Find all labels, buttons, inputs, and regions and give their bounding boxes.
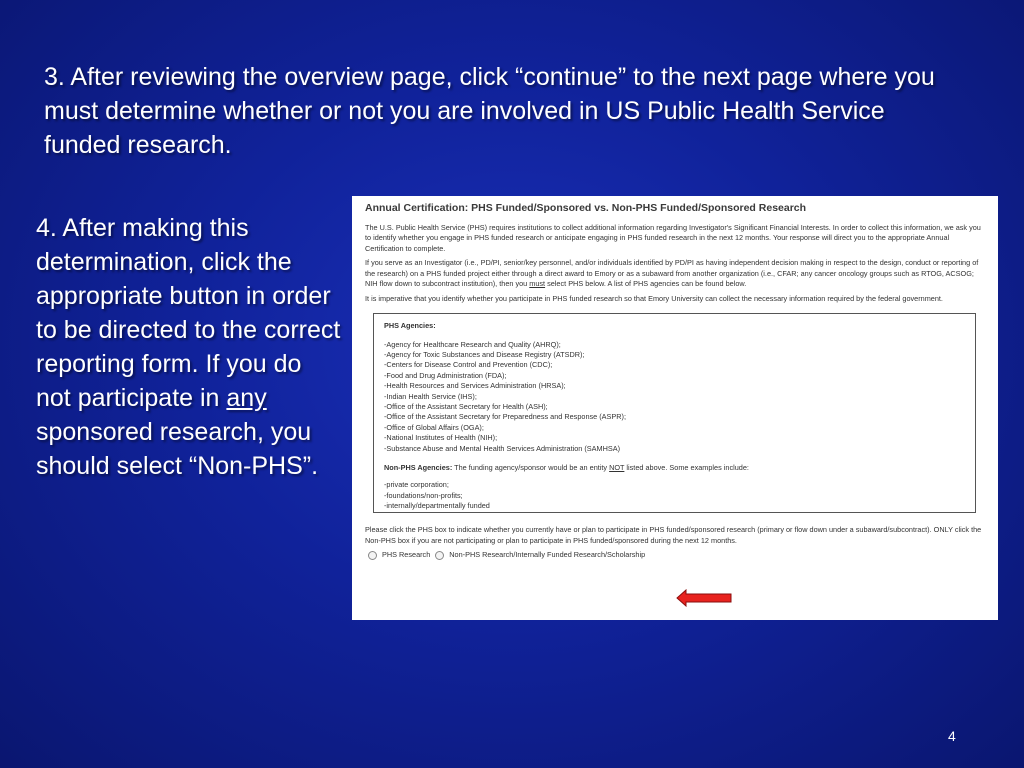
nonphs-text-post: listed above. Some examples include: bbox=[624, 462, 749, 472]
agency-item: -National Institutes of Health (NIH); bbox=[384, 433, 498, 443]
side-text-pre: 4. After making this determination, click the appropriate button in order to be directed to the correct reporting form. If you do not participate in bbox=[36, 214, 341, 412]
imperative-paragraph: It is imperative that you identify whether you participate in PHS funded research so that Emory University can collect the necessary information required by the federal government. bbox=[365, 293, 943, 303]
agency-list-box bbox=[373, 313, 976, 513]
intro-paragraph: The U.S. Public Health Service (PHS) requires institutions to collect additional information regarding Investigator's Significant Financial Interests. In order to collect this information, we ask you to identify whether you engage in PHS funded research or anticipate engaging in PHS funded research in the next 12 months. Your response will direct you to the appropriate Annual Certification to complete. bbox=[365, 222, 981, 253]
slide-side-text bbox=[36, 211, 341, 483]
page-number: 4 bbox=[948, 728, 956, 744]
agency-item: -Substance Abuse and Mental Health Services Administration (SAMHSA) bbox=[384, 443, 621, 453]
agency-item: -Office of the Assistant Secretary for Preparedness and Response (ASPR); bbox=[384, 412, 626, 422]
nonphs-text-underline: NOT bbox=[609, 462, 625, 472]
agency-item: -Agency for Healthcare Research and Quality (AHRQ); bbox=[384, 339, 561, 349]
agency-item: -Office of Global Affairs (OGA); bbox=[384, 422, 484, 432]
slide-heading: 3. After reviewing the overview page, click “continue” to the next page where you must determine whether or not you are involved in US Public Health Service funded research. bbox=[44, 63, 935, 159]
certification-screenshot bbox=[352, 196, 998, 620]
side-text-underline: any bbox=[226, 384, 267, 412]
phs-agencies-header: PHS Agencies: bbox=[384, 321, 436, 330]
agency-item: -Centers for Disease Control and Prevention (CDC); bbox=[384, 360, 553, 370]
agency-item: -Food and Drug Administration (FDA); bbox=[384, 370, 507, 380]
agency-item: -Indian Health Service (IHS); bbox=[384, 391, 477, 401]
investigator-text-underline: must bbox=[529, 279, 546, 288]
agency-item: -Agency for Toxic Substances and Disease Registry (ATSDR); bbox=[384, 349, 585, 359]
certification-title: Annual Certification: PHS Funded/Sponsored vs. Non-PHS Funded/Sponsored Research bbox=[365, 202, 807, 214]
nonphs-example: -private corporation; bbox=[384, 480, 449, 490]
nonphs-example: -internally/departmentally funded bbox=[384, 501, 490, 511]
research-type-options bbox=[365, 550, 984, 561]
agency-item: -Health Resources and Services Administration (HRSA); bbox=[384, 381, 566, 391]
nonphs-text-pre: The funding agency/sponsor would be an entity bbox=[452, 462, 610, 472]
nonphs-research-label[interactable]: Non-PHS Research/Internally Funded Research/Scholarship bbox=[449, 550, 646, 559]
nonphs-research-radio[interactable] bbox=[435, 551, 444, 560]
investigator-text-pre: If you serve as an Investigator (i.e., PD/PI, senior/key personnel, and/or individuals identified by PD/PI as having independent decision making in respect to the design, conduct or reporting of the research) on a PHS funded project either through a direct award to Emory or as a subaward from another organization (i.e., CFAR; any cancer oncology groups such as RTOG, ACSOG; NIH flow down to subcontract institution), then you bbox=[365, 258, 979, 288]
red-arrow-icon bbox=[676, 589, 732, 607]
nonphs-example: -foundations/non-profits; bbox=[384, 490, 463, 500]
nonphs-description bbox=[384, 463, 967, 474]
phs-research-label[interactable]: PHS Research bbox=[382, 550, 431, 559]
investigator-text-post: select PHS below. A list of PHS agencies can be found below. bbox=[545, 279, 747, 288]
phs-research-radio[interactable] bbox=[368, 551, 377, 560]
selection-instructions: Please click the PHS box to indicate whether you currently have or plan to participate in PHS funded/sponsored research (primary or flow down under a subaward/subcontract). ONLY click the Non-PHS box if you are not participating or plan to participate in PHS funded/sponsored during the next 12 months. bbox=[365, 525, 982, 545]
nonphs-label: Non-PHS Agencies: bbox=[384, 462, 453, 472]
agency-item: -Office of the Assistant Secretary for Health (ASH); bbox=[384, 401, 548, 411]
investigator-paragraph bbox=[365, 258, 984, 290]
side-text-post: sponsored research, you should select “Non-PHS”. bbox=[36, 418, 319, 480]
